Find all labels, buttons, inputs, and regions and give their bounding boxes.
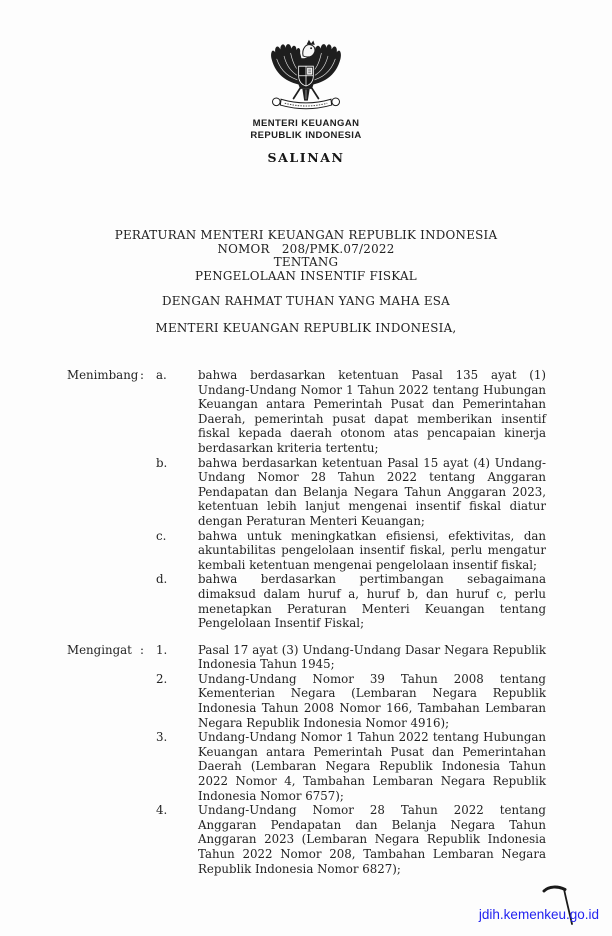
considering-clause bbox=[67, 368, 546, 631]
item-text: Pasal 17 ayat (3) Undang-Undang Dasar Negara Republik Indonesia Tahun 1945; bbox=[198, 642, 546, 672]
item-marker: 4. bbox=[156, 803, 168, 818]
regulation-subject: PENGELOLAAN INSENTIF FISKAL bbox=[195, 268, 417, 283]
salinan-stamp: SALINAN bbox=[267, 150, 345, 165]
recalling-item-4 bbox=[156, 803, 546, 876]
recalling-item-3 bbox=[156, 730, 546, 803]
considering-colon: : bbox=[140, 368, 144, 382]
item-text: Undang-Undang Nomor 28 Tahun 2022 tentang Anggaran Pendapatan dan Belanja Negara Tahun Anggaran 2023 (Lembaran Negara Republik Indonesia Tahun 2022 Nomor 208, Tambahan Lembaran Negara Republik Indonesia Nomor 6827); bbox=[198, 803, 546, 876]
garuda-pancasila-emblem-icon bbox=[262, 36, 350, 114]
item-marker: b. bbox=[156, 455, 168, 470]
authority-line: MENTERI KEUANGAN REPUBLIK INDONESIA, bbox=[155, 320, 457, 335]
recalling-clause bbox=[67, 643, 546, 877]
considering-item-a bbox=[156, 368, 546, 456]
ministry-name-line2: REPUBLIK INDONESIA bbox=[250, 129, 362, 141]
item-marker: 3. bbox=[156, 730, 168, 745]
letterhead bbox=[0, 36, 612, 165]
handwritten-check-mark-icon bbox=[542, 883, 576, 929]
item-text: bahwa berdasarkan pertimbangan sebagaimana dimaksud dalam huruf a, huruf b, dan huruf c, perlu menetapkan Peraturan Menteri Keuangan tentang Pengelolaan Insentif Fiskal; bbox=[198, 572, 546, 631]
item-text: Undang-Undang Nomor 1 Tahun 2022 tentang Hubungan Keuangan antara Pemerintah Pusat dan Pemerintahan Daerah (Lembaran Negara Republik Indonesia Tahun 2022 Nomor 4, Tambahan Lembaran Negara Republik Indonesia Nomor 6757); bbox=[198, 730, 546, 803]
regulation-title-block bbox=[0, 229, 612, 336]
tentang-label: TENTANG bbox=[273, 255, 339, 270]
recalling-item-2 bbox=[156, 672, 546, 730]
recalling-item-1 bbox=[156, 643, 546, 672]
item-text: bahwa berdasarkan ketentuan Pasal 135 ayat (1) Undang-Undang Nomor 1 Tahun 2022 tentang Hubungan Keuangan antara Pemerintah Pusat dan Pemerintahan Daerah, pemerintah pusat dapat memberikan insentif fiskal kepada daerah otonom atas pencapaian kinerja berdasarkan kriteria tertentu; bbox=[198, 368, 546, 455]
item-text: bahwa berdasarkan ketentuan Pasal 15 ayat (4) Undang-Undang Nomor 28 Tahun 2022 tentang Anggaran Pendapatan dan Belanja Negara Tahun Anggaran 2023, ketentuan lebih lanjut mengenai insentif fiskal diatur dengan Peraturan Menteri Keuangan; bbox=[198, 455, 546, 528]
item-marker: 1. bbox=[156, 642, 168, 657]
item-marker: d. bbox=[156, 572, 168, 587]
considering-item-b bbox=[156, 456, 546, 529]
regulation-title-line1: PERATURAN MENTERI KEUANGAN REPUBLIK INDONESIA bbox=[114, 228, 498, 242]
item-marker: a. bbox=[156, 368, 167, 382]
considering-item-c bbox=[156, 529, 546, 573]
considering-label: Menimbang bbox=[67, 368, 139, 382]
item-text: Undang-Undang Nomor 39 Tahun 2008 tentang Kementerian Negara (Lembaran Negara Republik Indonesia Tahun 2008 Nomor 166, Tambahan Lembaran Negara Republik Indonesia Nomor 4916); bbox=[198, 671, 546, 730]
considering-item-d bbox=[156, 572, 546, 630]
recalling-label: Mengingat bbox=[67, 642, 132, 657]
recalling-colon: : bbox=[140, 642, 144, 657]
item-marker: 2. bbox=[156, 671, 168, 686]
regulation-number: NOMOR 208/PMK.07/2022 bbox=[217, 241, 395, 256]
jdih-kemenkeu-link[interactable]: jdih.kemenkeu.go.id bbox=[478, 907, 599, 922]
item-text: bahwa untuk meningkatkan efisiensi, efektivitas, dan akuntabilitas pengelolaan insentif fiskal, perlu mengatur kembali ketentuan mengenai pengelolaan insentif fiskal; bbox=[198, 528, 546, 572]
preamble bbox=[67, 368, 546, 876]
ministry-name-line1: MENTERI KEUANGAN bbox=[252, 118, 360, 129]
invocation-line: DENGAN RAHMAT TUHAN YANG MAHA ESA bbox=[161, 294, 451, 309]
item-marker: c. bbox=[156, 528, 167, 543]
